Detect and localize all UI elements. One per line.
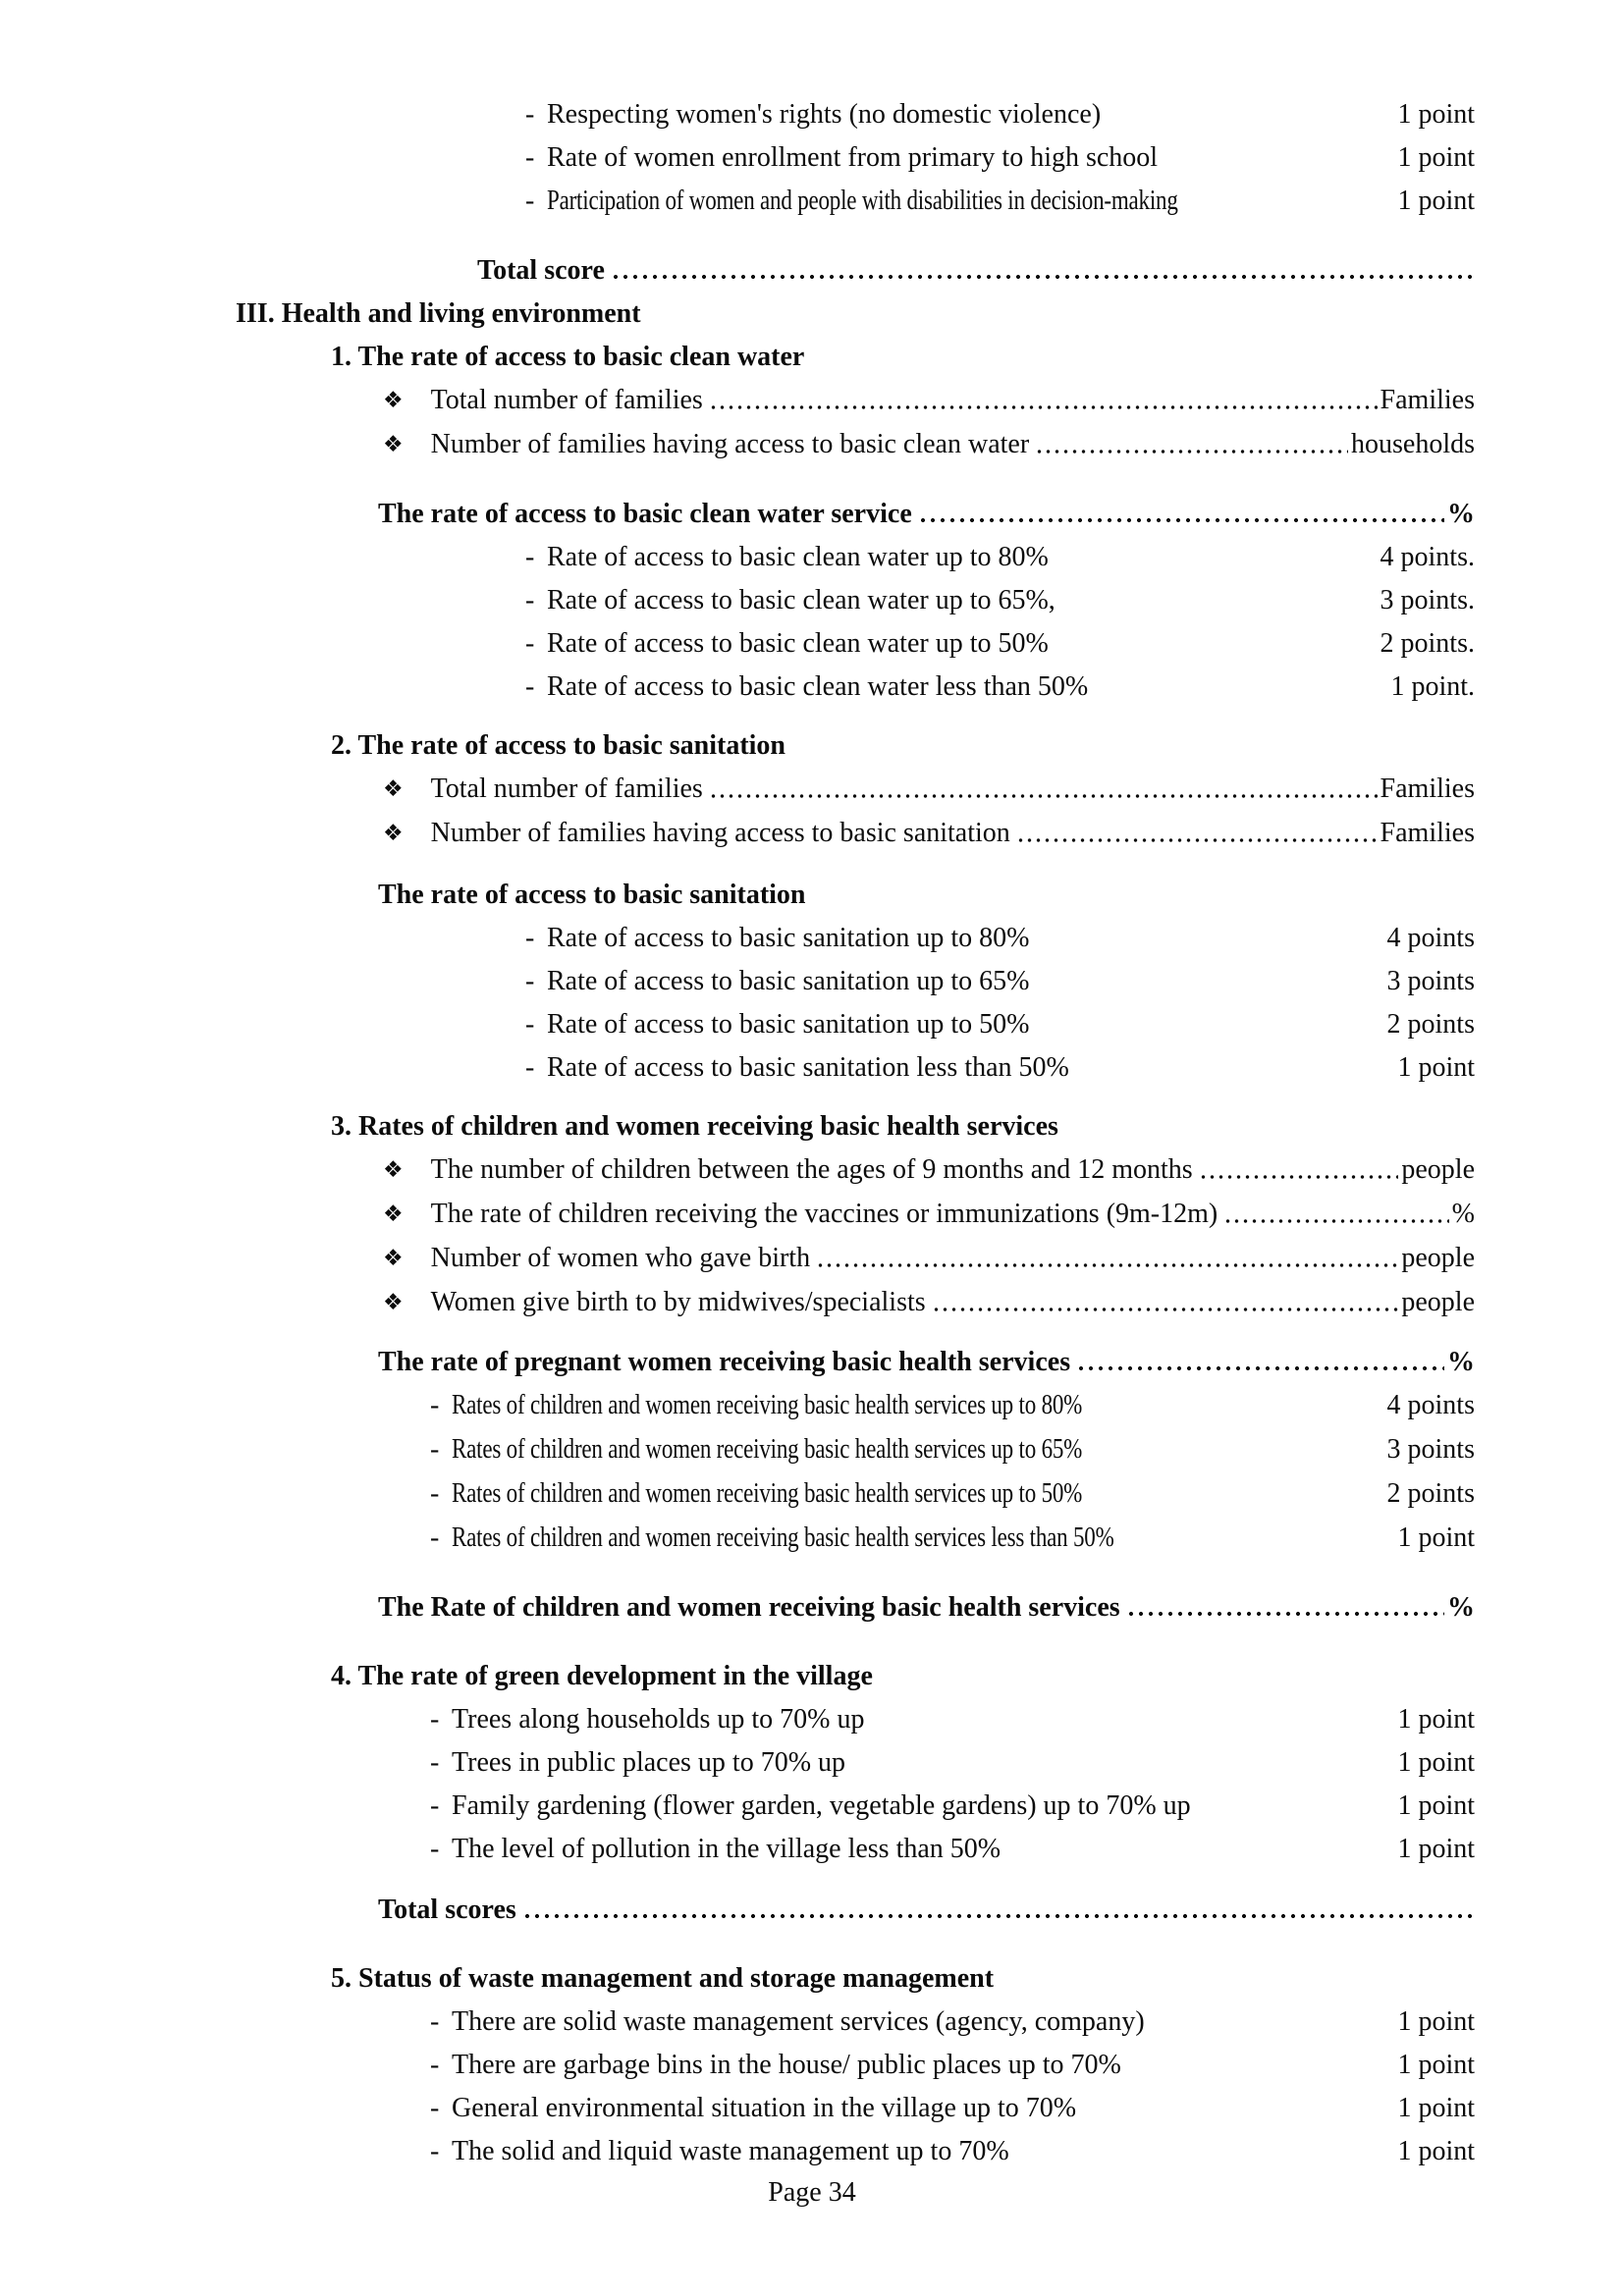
item-label: Trees along households up to 70% up xyxy=(452,1704,865,1735)
subsection-heading xyxy=(236,343,1475,372)
points-value: 2 points. xyxy=(1380,628,1475,659)
leader-line xyxy=(236,1896,1475,1925)
points-value: 1 point xyxy=(1397,2136,1475,2166)
scoring-item xyxy=(236,2051,1475,2080)
scoring-item xyxy=(236,1835,1475,1864)
bullet-item xyxy=(236,1288,1475,1318)
points-value: 2 points xyxy=(1386,1478,1475,1509)
dash-bullet-icon: - xyxy=(430,2136,440,2166)
dash-bullet-icon: - xyxy=(525,966,535,996)
item-label: The solid and liquid waste management up to 70% xyxy=(452,2136,1009,2166)
scoring-item xyxy=(236,2137,1475,2166)
content xyxy=(236,100,1475,2166)
scoring-item xyxy=(236,967,1475,996)
scoring-item xyxy=(236,1705,1475,1735)
item-label: The rate of access to basic clean water service xyxy=(378,499,912,529)
points-value: 2 points xyxy=(1386,1009,1475,1040)
scoring-item xyxy=(236,586,1475,615)
item-label: Number of women who gave birth xyxy=(430,1243,811,1273)
scoring-item xyxy=(236,1391,1475,1421)
item-label: Rate of women enrollment from primary to high school xyxy=(547,142,1159,173)
scoring-item xyxy=(236,543,1475,572)
scoring-item xyxy=(236,2094,1475,2123)
dot-leader xyxy=(918,500,1444,529)
item-suffix: % xyxy=(1447,1592,1475,1623)
item-suffix: people xyxy=(1401,1154,1475,1185)
item-label: The rate of children receiving the vaccines or immunizations (9m-12m) xyxy=(430,1199,1218,1229)
bullet-item xyxy=(236,1244,1475,1274)
points-value: 4 points xyxy=(1386,1390,1475,1420)
points-value: 1 point xyxy=(1397,1747,1475,1778)
dash-bullet-icon: - xyxy=(525,923,535,953)
points-value: 4 points xyxy=(1386,923,1475,953)
scoring-item xyxy=(236,187,1475,217)
item-label: Rates of children and women receiving basic health services less than 50% xyxy=(452,1522,1114,1552)
dash-bullet-icon: - xyxy=(430,1390,440,1420)
leader-line xyxy=(236,256,1475,286)
item-label: General environmental situation in the village up to 70% xyxy=(452,2093,1077,2123)
dash-bullet-icon: - xyxy=(525,142,535,173)
bullet-item xyxy=(236,819,1475,849)
item-label: The level of pollution in the village less than 50% xyxy=(452,1834,1001,1864)
scoring-item xyxy=(236,1053,1475,1083)
section-heading xyxy=(236,299,1475,329)
points-value: 1 point xyxy=(1397,1052,1475,1083)
subsection-subheading xyxy=(236,881,1475,910)
item-label: The Rate of children and women receiving basic health services xyxy=(378,1592,1120,1623)
dot-leader xyxy=(1126,1593,1444,1623)
item-suffix: people xyxy=(1401,1287,1475,1317)
item-label: The number of children between the ages of 9 months and 12 months xyxy=(430,1154,1193,1185)
dot-leader xyxy=(1076,1348,1444,1377)
item-label: Trees in public places up to 70% up xyxy=(452,1747,846,1778)
leader-line xyxy=(236,1593,1475,1623)
dot-leader xyxy=(709,386,1378,416)
dash-bullet-icon: - xyxy=(525,99,535,130)
item-label: Rate of access to basic clean water less than 50% xyxy=(547,671,1089,702)
dot-leader xyxy=(709,774,1378,805)
heading-label: 2. The rate of access to basic sanitation xyxy=(331,730,785,761)
dot-leader xyxy=(932,1288,1399,1318)
item-suffix: Families xyxy=(1380,385,1475,415)
points-value: 3 points xyxy=(1386,966,1475,996)
dash-bullet-icon: - xyxy=(525,671,535,702)
heading-label: 1. The rate of access to basic clean water xyxy=(331,342,805,372)
scoring-item xyxy=(236,1523,1475,1554)
points-value: 1 point xyxy=(1397,1522,1475,1553)
points-value: 1 point. xyxy=(1390,671,1475,702)
points-value: 3 points xyxy=(1386,1434,1475,1465)
page-number: Page 34 xyxy=(768,2177,856,2208)
heading-label: The rate of access to basic sanitation xyxy=(378,880,806,910)
item-label: Total scores xyxy=(378,1895,516,1925)
item-label: Rate of access to basic sanitation up to 65% xyxy=(547,966,1030,996)
points-value: 1 point xyxy=(1397,99,1475,130)
points-value: 1 point xyxy=(1397,1790,1475,1821)
points-value: 3 points. xyxy=(1380,585,1475,615)
dash-bullet-icon: - xyxy=(430,1790,440,1821)
item-label: Total score xyxy=(477,255,605,286)
diamond-bullet-icon: ❖ xyxy=(383,1246,404,1271)
bullet-item xyxy=(236,1155,1475,1186)
dot-leader xyxy=(611,256,1472,286)
scoring-item xyxy=(236,1435,1475,1466)
item-label: Total number of families xyxy=(430,385,703,415)
heading-label: III. Health and living environment xyxy=(236,298,641,329)
dash-bullet-icon: - xyxy=(430,1434,440,1465)
item-suffix: % xyxy=(1447,1347,1475,1377)
leader-line xyxy=(236,500,1475,529)
scoring-item xyxy=(236,924,1475,953)
points-value: 1 point xyxy=(1397,2093,1475,2123)
points-value: 4 points. xyxy=(1380,542,1475,572)
dash-bullet-icon: - xyxy=(525,186,535,216)
item-label: Rate of access to basic sanitation up to 80% xyxy=(547,923,1030,953)
points-value: 1 point xyxy=(1397,142,1475,173)
dash-bullet-icon: - xyxy=(430,1478,440,1509)
scoring-item xyxy=(236,1010,1475,1040)
heading-label: 3. Rates of children and women receiving basic health services xyxy=(331,1111,1058,1142)
item-label: Women give birth to by midwives/specialists xyxy=(430,1287,926,1317)
item-label: Number of families having access to basic clean water xyxy=(430,429,1030,459)
dot-leader xyxy=(1223,1200,1448,1230)
scoring-item xyxy=(236,100,1475,130)
dot-leader xyxy=(1035,430,1348,460)
points-value: 1 point xyxy=(1397,1704,1475,1735)
dash-bullet-icon: - xyxy=(430,2093,440,2123)
item-label: Rate of access to basic clean water up to 65%, xyxy=(547,585,1056,615)
item-label: Rate of access to basic sanitation up to 50% xyxy=(547,1009,1030,1040)
scoring-item xyxy=(236,2007,1475,2037)
dot-leader xyxy=(1199,1155,1399,1186)
leader-line xyxy=(236,1348,1475,1377)
dash-bullet-icon: - xyxy=(430,1834,440,1864)
subsection-heading xyxy=(236,1662,1475,1691)
dot-leader xyxy=(1016,819,1378,849)
item-label: Respecting women's rights (no domestic violence) xyxy=(547,99,1102,130)
scoring-item xyxy=(236,1748,1475,1778)
diamond-bullet-icon: ❖ xyxy=(383,388,404,413)
item-label: There are garbage bins in the house/ public places up to 70% xyxy=(452,2050,1121,2080)
item-label: Number of families having access to basic sanitation xyxy=(430,818,1010,848)
item-label: Rate of access to basic sanitation less than 50% xyxy=(547,1052,1069,1083)
item-suffix: people xyxy=(1401,1243,1475,1273)
item-suffix: Families xyxy=(1380,774,1475,804)
heading-label: 4. The rate of green development in the village xyxy=(331,1661,873,1691)
item-label: The rate of pregnant women receiving basic health services xyxy=(378,1347,1071,1377)
bullet-item xyxy=(236,1200,1475,1230)
scoring-item xyxy=(236,629,1475,659)
subsection-heading xyxy=(236,731,1475,761)
subsection-heading xyxy=(236,1112,1475,1142)
scoring-item xyxy=(236,1791,1475,1821)
dot-leader xyxy=(816,1244,1398,1274)
bullet-item xyxy=(236,774,1475,805)
item-label: Total number of families xyxy=(430,774,703,804)
subsection-heading xyxy=(236,1964,1475,1994)
dash-bullet-icon: - xyxy=(430,1522,440,1553)
dot-leader xyxy=(522,1896,1472,1925)
diamond-bullet-icon: ❖ xyxy=(383,1157,404,1183)
item-label: Family gardening (flower garden, vegetable gardens) up to 70% up xyxy=(452,1790,1191,1821)
dash-bullet-icon: - xyxy=(525,628,535,659)
heading-label: 5. Status of waste management and storage management xyxy=(331,1963,995,1994)
dash-bullet-icon: - xyxy=(525,1009,535,1040)
scoring-item xyxy=(236,143,1475,173)
dash-bullet-icon: - xyxy=(430,2050,440,2080)
dash-bullet-icon: - xyxy=(430,2006,440,2037)
dash-bullet-icon: - xyxy=(525,1052,535,1083)
points-value: 1 point xyxy=(1397,1834,1475,1864)
diamond-bullet-icon: ❖ xyxy=(383,432,404,457)
dash-bullet-icon: - xyxy=(525,585,535,615)
diamond-bullet-icon: ❖ xyxy=(383,821,404,846)
item-label: Rate of access to basic clean water up to 80% xyxy=(547,542,1049,572)
diamond-bullet-icon: ❖ xyxy=(383,1201,404,1227)
item-label: Rate of access to basic clean water up to 50% xyxy=(547,628,1049,659)
item-suffix: Families xyxy=(1380,818,1475,848)
item-suffix: % xyxy=(1447,499,1475,529)
dash-bullet-icon: - xyxy=(430,1747,440,1778)
diamond-bullet-icon: ❖ xyxy=(383,1290,404,1315)
item-label: Participation of women and people with disabilities in decision-making xyxy=(547,185,1178,215)
item-label: Rates of children and women receiving basic health services up to 50% xyxy=(452,1477,1083,1508)
points-value: 1 point xyxy=(1397,2050,1475,2080)
item-label: Rates of children and women receiving basic health services up to 80% xyxy=(452,1389,1083,1419)
bullet-item xyxy=(236,386,1475,416)
item-suffix: households xyxy=(1351,429,1475,459)
points-value: 1 point xyxy=(1397,2006,1475,2037)
points-value: 1 point xyxy=(1397,186,1475,216)
bullet-item xyxy=(236,430,1475,460)
dash-bullet-icon: - xyxy=(430,1704,440,1735)
scoring-item xyxy=(236,1479,1475,1510)
diamond-bullet-icon: ❖ xyxy=(383,776,404,802)
item-label: There are solid waste management services (agency, company) xyxy=(452,2006,1145,2037)
item-label: Rates of children and women receiving basic health services up to 65% xyxy=(452,1433,1083,1464)
dash-bullet-icon: - xyxy=(525,542,535,572)
item-suffix: % xyxy=(1451,1199,1475,1229)
scoring-item xyxy=(236,672,1475,702)
